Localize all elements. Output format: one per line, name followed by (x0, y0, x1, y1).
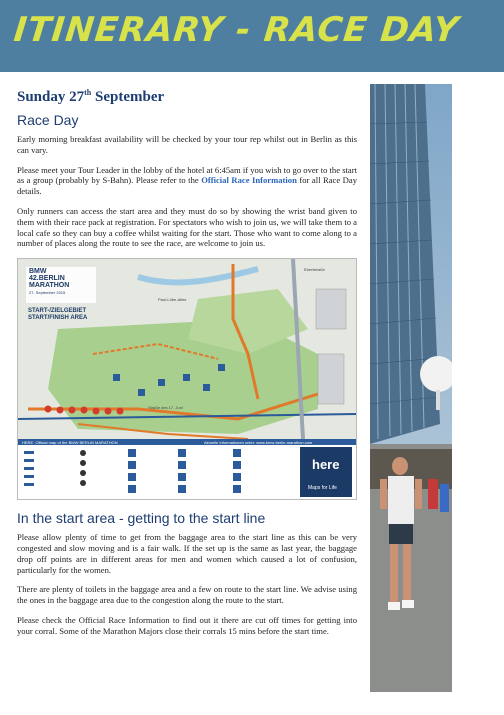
main-content (17, 88, 357, 646)
race-day-heading: Race Day (17, 112, 79, 128)
race-day-paragraph-3: Only runners can access the start area and they must do so by showing the wrist band given to them with their race pack at registration. For spectators who wish to join us, we will take them to a local cafe so they can buy a coffee whilst waiting for the start. Those who want to come along to a number of places along the route to see the race, are welcome to join us. (17, 205, 357, 249)
start-area-paragraph-2: There are plenty of toilets in the baggage area and a few on route to the start line. We advise using the ones in the baggage area due to the congestion along the route to the start. (17, 584, 357, 606)
start-area-paragraph-1: Please allow plenty of time to get from the baggage area to the start line as this can be very congested and slow moving and is a fair walk. If the set up is the same as last year, the baggage drop off points are in different areas for men and women which caused a lot of confusion, particularly for the women. (17, 532, 357, 575)
map-street-1: Paul-Löbe-Allee (158, 297, 187, 303)
map-logo (29, 268, 69, 296)
map-brand-tag: Maps for Life (308, 485, 337, 492)
race-day-paragraph-1: Early morning breakfast availability will be checked by your tour rep whilst out in Berlin as this can vary. (17, 134, 357, 155)
start-area-heading: In the start area - getting to the start line (17, 510, 266, 527)
day-heading-month: September (95, 89, 165, 105)
map-legend-link: Aktuelle Informationen unter: www.bmw-berlin-marathon.com (204, 440, 313, 446)
map-street-3: Ebertstraße (304, 267, 325, 273)
map-logo-line4: 27. September 2015 (29, 290, 66, 296)
runner-photo (370, 84, 452, 692)
map-logo-line1: BMW (29, 268, 47, 276)
map-area-label-en: START/FINISH AREA (28, 315, 88, 322)
map-logo-line2: 42.BERLIN (29, 275, 65, 283)
race-day-p2-text-before: Please meet your Tour Leader in the lobby of the hotel at 6:45am if you wish to go over to the start as a group (probably by S-Bahn). Please refer to the (17, 164, 357, 186)
start-area-paragraph-3: Please check the Official Race Information to find out it there are cut off times for getting into your corral. Some of the Marathon Majors close their corrals 15 mins before the start time. (17, 614, 357, 636)
map-legend-title: HERE. Official map of the BMW BERLIN MARATHON (22, 440, 118, 446)
page-title: ITINERARY - RACE DAY (11, 10, 461, 50)
day-heading (17, 88, 357, 106)
map-area-label-de: START-/ZIELGEBIET (28, 308, 87, 315)
day-heading-date: Sunday 27 (17, 89, 85, 105)
map-street-2: Straße des 17. Juni (148, 405, 183, 411)
map-logo-line3: MARATHON (29, 282, 70, 290)
header-band (0, 0, 504, 72)
map-area-label (28, 308, 87, 322)
day-heading-suffix: th (84, 88, 92, 97)
race-day-p2-text-after: for all Race Day details. (17, 175, 357, 197)
official-race-info-link[interactable]: Official Race Information (201, 175, 297, 186)
race-area-map (17, 258, 357, 500)
map-brand: here (312, 457, 340, 473)
runner-photo-graphic (370, 84, 452, 692)
race-day-paragraph-2 (17, 165, 357, 197)
